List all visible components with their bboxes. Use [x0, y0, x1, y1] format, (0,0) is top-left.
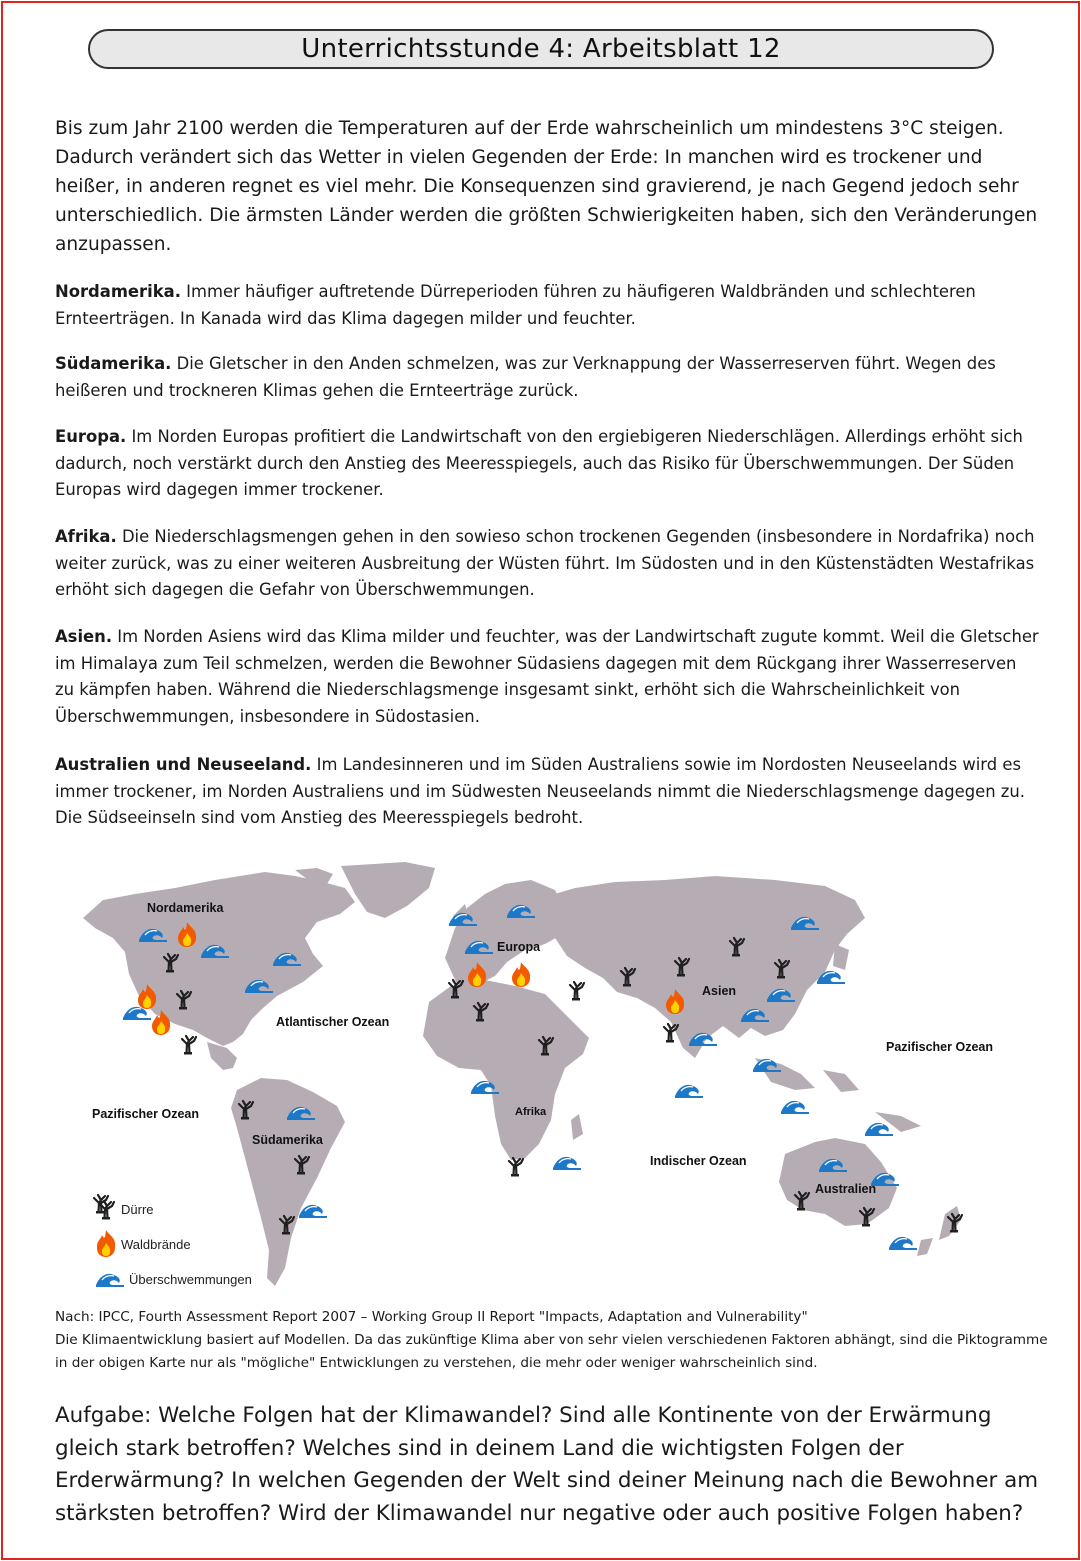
label-afrika: Afrika — [515, 1106, 547, 1118]
region-asien — [55, 624, 1040, 730]
region-text: Im Norden Europas profitiert die Landwirtschaft von den ergiebigeren Niederschlägen. Allerdings erhöht sich dadurch, noch verstärkt durch den Anstieg des Meeresspiegels, auch das Risiko für Überschwemmungen. Der Süden Europas wird dagegen immer trockener. — [55, 427, 1023, 499]
title-banner — [88, 29, 994, 69]
label-suedamerika: Südamerika — [252, 1133, 323, 1147]
label-europa: Europa — [497, 940, 541, 954]
region-text: Im Landesinneren und im Süden Australiens sowie im Nordosten Neuseelands wird es immer trockener, im Norden Australiens und im Südwesten Neuseelands nimmt die Niederschlagsmenge dagegen zu. Die Südseeinseln sind vom Anstieg des Meeresspiegels bedroht. — [55, 755, 1025, 827]
region-heading: Europa. — [55, 427, 127, 446]
region-heading: Afrika. — [55, 527, 117, 546]
region-heading: Südamerika. — [55, 354, 172, 373]
flood-icon — [553, 1157, 581, 1170]
flood-icon — [675, 1085, 703, 1098]
region-text: Im Norden Asiens wird das Klima milder und feuchter, was der Landwirtschaft zugute kommt. Weil die Gletscher im Himalaya zum Teil schmelzen, werden die Bewohner Südasiens dagegen mit dem Rückgang ihrer Wasserreserven zu kämpfen haben. Während die Niederschlagsmenge insgesamt sinkt, erhöht sich die Wahrscheinlichkeit von Überschwemmungen, insbesondere in Südostasien. — [55, 627, 1039, 726]
label-australien: Australien — [815, 1182, 877, 1196]
label-nordamerika: Nordamerika — [147, 901, 224, 915]
drought-icon — [509, 1158, 523, 1177]
label-pazifik-ost: Pazifischer Ozean — [886, 1040, 993, 1054]
fire-icon — [95, 1231, 117, 1259]
region-europa — [55, 424, 1040, 504]
intro-paragraph: Bis zum Jahr 2100 werden die Temperaturen auf der Erde wahrscheinlich um mindestens 3°C steigen. Dadurch verändert sich das Wetter in vielen Gegenden der Erde: In manchen wird es trockener und heißer, in anderen regnet es viel mehr. Die Konsequenzen sind gravierend, je nach Gegend jedoch sehr unterschiedlich. Die ärmsten Länder werden die größten Schwierigkeiten haben, sich den Veränderungen anzupassen. — [55, 118, 1038, 255]
world-map — [55, 858, 1045, 1294]
page-title: Unterrichtsstunde 4: Arbeitsblatt 12 — [301, 34, 781, 64]
legend-drought-label: Dürre — [121, 1202, 154, 1217]
legend-flood-label: Überschwemmungen — [129, 1272, 252, 1287]
region-heading: Australien und Neuseeland. — [55, 755, 312, 774]
legend-drought — [95, 1192, 252, 1227]
region-australien — [55, 752, 1040, 832]
label-pazifik-west: Pazifischer Ozean — [92, 1107, 199, 1121]
source-note — [55, 1306, 1055, 1375]
source-line-2: Die Klimaentwicklung basiert auf Modellen. Da das zukünftige Klima aber von sehr vielen verschiedenen Faktoren abhängt, sind die Piktogramme in der obigen Karte nur als "mögliche" Entwicklungen zu verstehen, die mehr oder weniger wahrscheinlich sind. — [55, 1332, 1048, 1371]
flood-icon — [889, 1237, 917, 1250]
flood-icon — [781, 1101, 809, 1114]
flood-icon — [865, 1123, 893, 1136]
fire-icon — [512, 962, 530, 987]
drought-icon — [95, 1198, 117, 1222]
legend-fire — [95, 1227, 252, 1262]
region-text: Immer häufiger auftretende Dürreperioden führen zu häufigeren Waldbränden und schlechteren Ernteerträgen. In Kanada wird das Klima dagegen milder und feuchter. — [55, 282, 976, 328]
drought-icon — [664, 1024, 678, 1043]
region-nordamerika — [55, 279, 1040, 332]
flood-icon — [299, 1205, 327, 1218]
label-atlantik: Atlantischer Ozean — [276, 1015, 390, 1029]
label-indik: Indischer Ozean — [650, 1154, 747, 1168]
region-afrika — [55, 524, 1040, 604]
map-legend — [95, 1192, 252, 1297]
region-text: Die Niederschlagsmengen gehen in den sowieso schon trockenen Gegenden (insbesondere in Nordafrika) noch weiter zurück, was zu einer weiteren Ausbreitung der Wüsten führt. Im Südosten und in den Küstenstädten Westafrikas erhöht sich dagegen die Gefahr von Überschwemmungen. — [55, 527, 1035, 599]
legend-flood — [95, 1262, 252, 1297]
source-line-1: Nach: IPCC, Fourth Assessment Report 2007 – Working Group II Report "Impacts, Adaptation and Vulnerability" — [55, 1309, 808, 1325]
label-asien: Asien — [702, 984, 737, 998]
region-heading: Nordamerika. — [55, 282, 181, 301]
region-text: Die Gletscher in den Anden schmelzen, was zur Verknappung der Wasserreserven führt. Wegen des heißeren und trockneren Klimas gehen die Ernteerträge zurück. — [55, 354, 996, 400]
region-suedamerika — [55, 351, 1040, 404]
flood-icon — [95, 1271, 125, 1289]
drought-icon — [182, 1036, 196, 1055]
task-paragraph: Aufgabe: Welche Folgen hat der Klimawandel? Sind alle Kontinente von der Erwärmung gleich stark betroffen? Welches sind in deinem Land die wichtigsten Folgen der Erderwärmung? In welchen Gegenden der Welt sind deiner Meinung nach die Bewohner am stärksten betroffen? Wird der Klimawandel nur negative oder auch positive Folgen haben? — [55, 1403, 1039, 1526]
drought-icon — [570, 982, 584, 1001]
legend-fire-label: Waldbrände — [121, 1237, 191, 1252]
region-heading: Asien. — [55, 627, 113, 646]
